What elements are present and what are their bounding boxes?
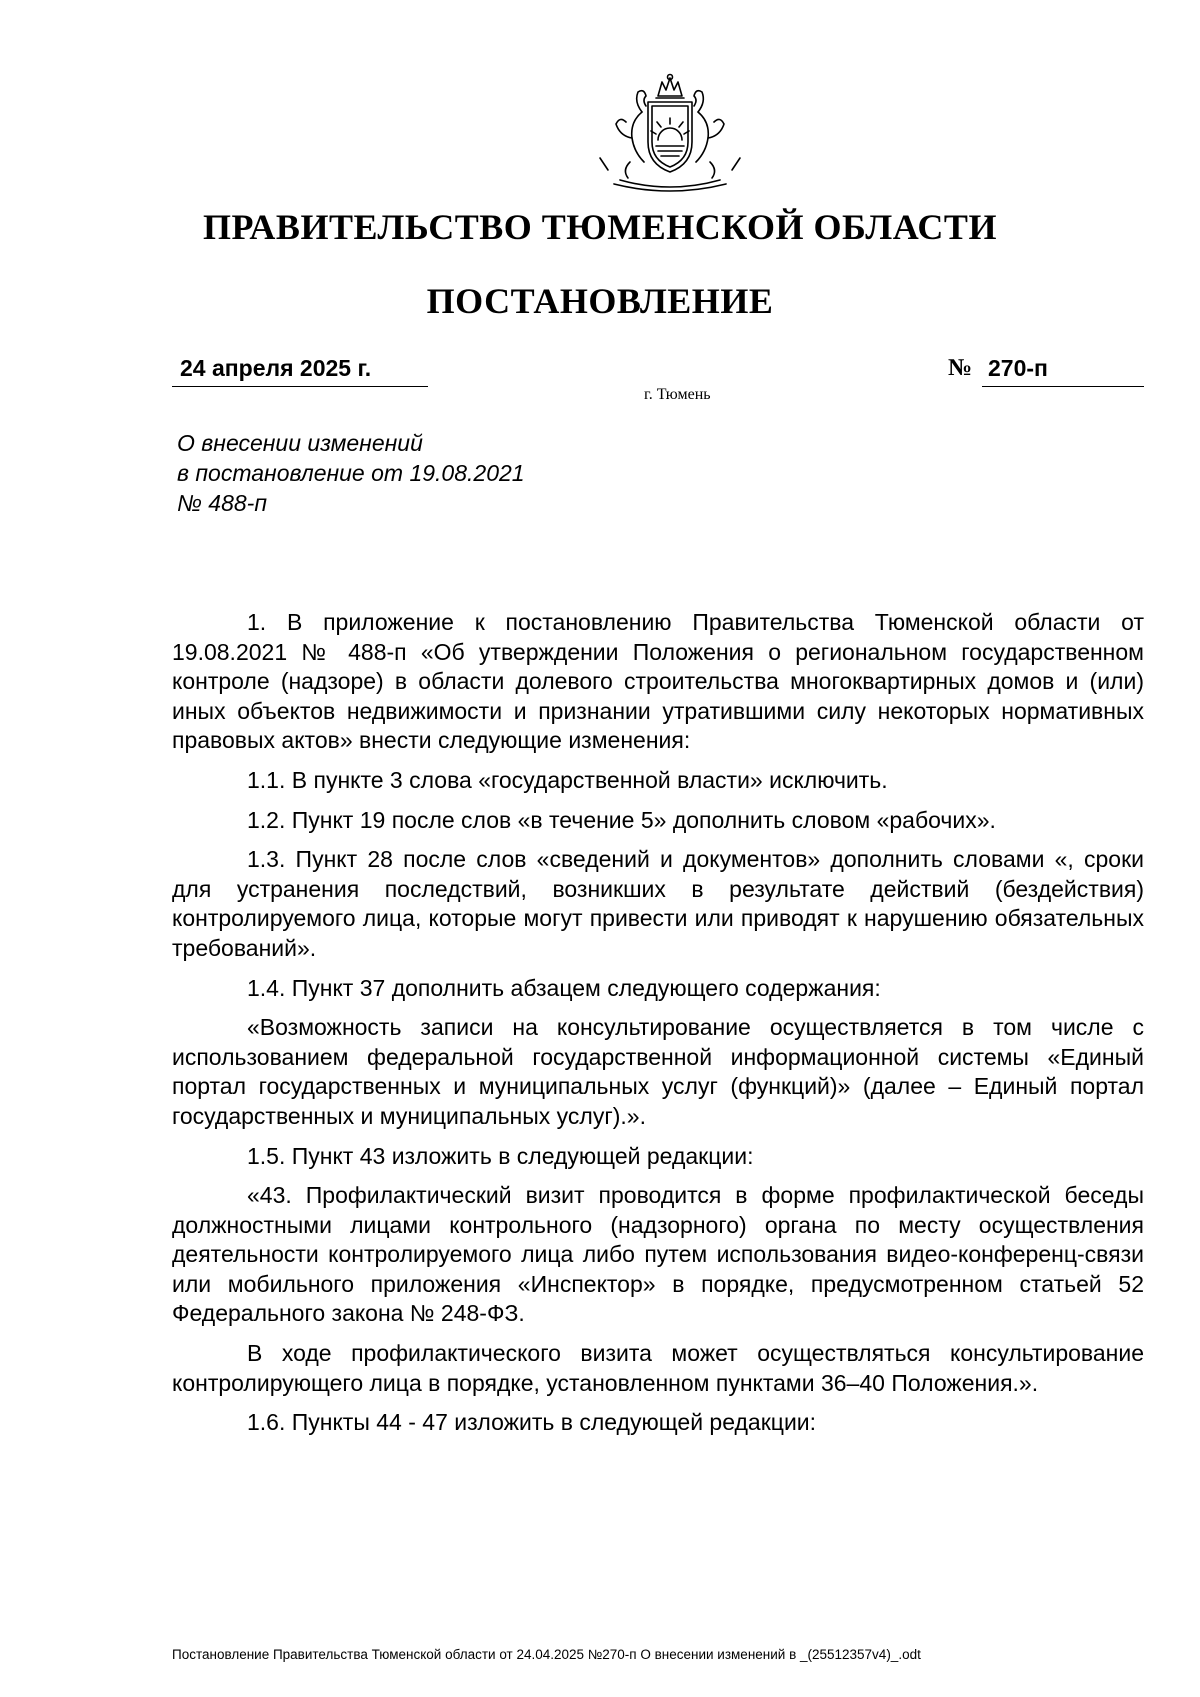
body-paragraph: «43. Профилактический визит проводится в форме профилактической беседы должностными лицами контрольного (надзорного) органа по месту осуществления деятельности контролируемого лица либо путем использования видео-конференц-связи или мобильного приложения «Инспектор» в порядке, предусмотренном статьей 52 Федерального закона № 248-ФЗ. (172, 1182, 1144, 1327)
body-paragraph: 1.1. В пункте 3 слова «государственной власти» исключить. (247, 766, 888, 793)
document-subject (177, 428, 737, 518)
subject-line: в постановление от 19.08.2021 (177, 460, 525, 486)
document-body (172, 608, 1144, 1448)
body-paragraph: 1.3. Пункт 28 после слов «сведений и документов» дополнить словами «, сроки для устранения последствий, возникших в результате действий (бездействия) контролируемого лица, которые могут привести или приводят к нарушению обязательных требований». (172, 846, 1144, 961)
subject-line: О внесении изменений (177, 430, 423, 456)
number-sign: № (948, 355, 973, 381)
body-paragraph: 1.2. Пункт 19 после слов «в течение 5» дополнить словом «рабочих». (247, 806, 996, 833)
document-type-title: ПОСТАНОВЛЕНИЕ (426, 281, 774, 321)
body-paragraph: 1. В приложение к постановлению Правительства Тюменской области от 19.08.2021 № 488-п «Об утверждении Положения о региональном государственном контроле (надзоре) в области долевого строительства многоквартирных домов и (или) иных объектов недвижимости и признании утратившими силу некоторых нормативных правовых актов» внести следующие изменения: (172, 609, 1144, 754)
coat-of-arms-emblem (590, 72, 750, 197)
body-paragraph: 1.4. Пункт 37 дополнить абзацем следующего содержания: (247, 974, 881, 1001)
page-footer: Постановление Правительства Тюменской области от 24.04.2025 №270-п О внесении изменений в _(25512357v4)_.odt (172, 1647, 921, 1662)
document-date: 24 апреля 2025 г. (172, 355, 428, 387)
document-number: 270-п (982, 355, 1144, 387)
city-label: г. Тюмень (644, 386, 711, 403)
body-paragraph: В ходе профилактического визита может осуществляться консультирование контролирующего лица в порядке, установленном пунктами 36–40 Положения.». (172, 1340, 1144, 1396)
subject-line: № 488-п (177, 490, 267, 516)
organization-title: ПРАВИТЕЛЬСТВО ТЮМЕНСКОЙ ОБЛАСТИ (203, 207, 997, 247)
body-paragraph: 1.5. Пункт 43 изложить в следующей редакции: (247, 1142, 754, 1169)
body-paragraph: «Возможность записи на консультирование осуществляется в том числе с использованием федеральной государственной информационной системы «Единый портал государственных и муниципальных услуг (функций)» (далее – Единый портал государственных и муниципальных услуг).». (172, 1014, 1144, 1129)
body-paragraph: 1.6. Пункты 44 - 47 изложить в следующей редакции: (247, 1409, 817, 1436)
